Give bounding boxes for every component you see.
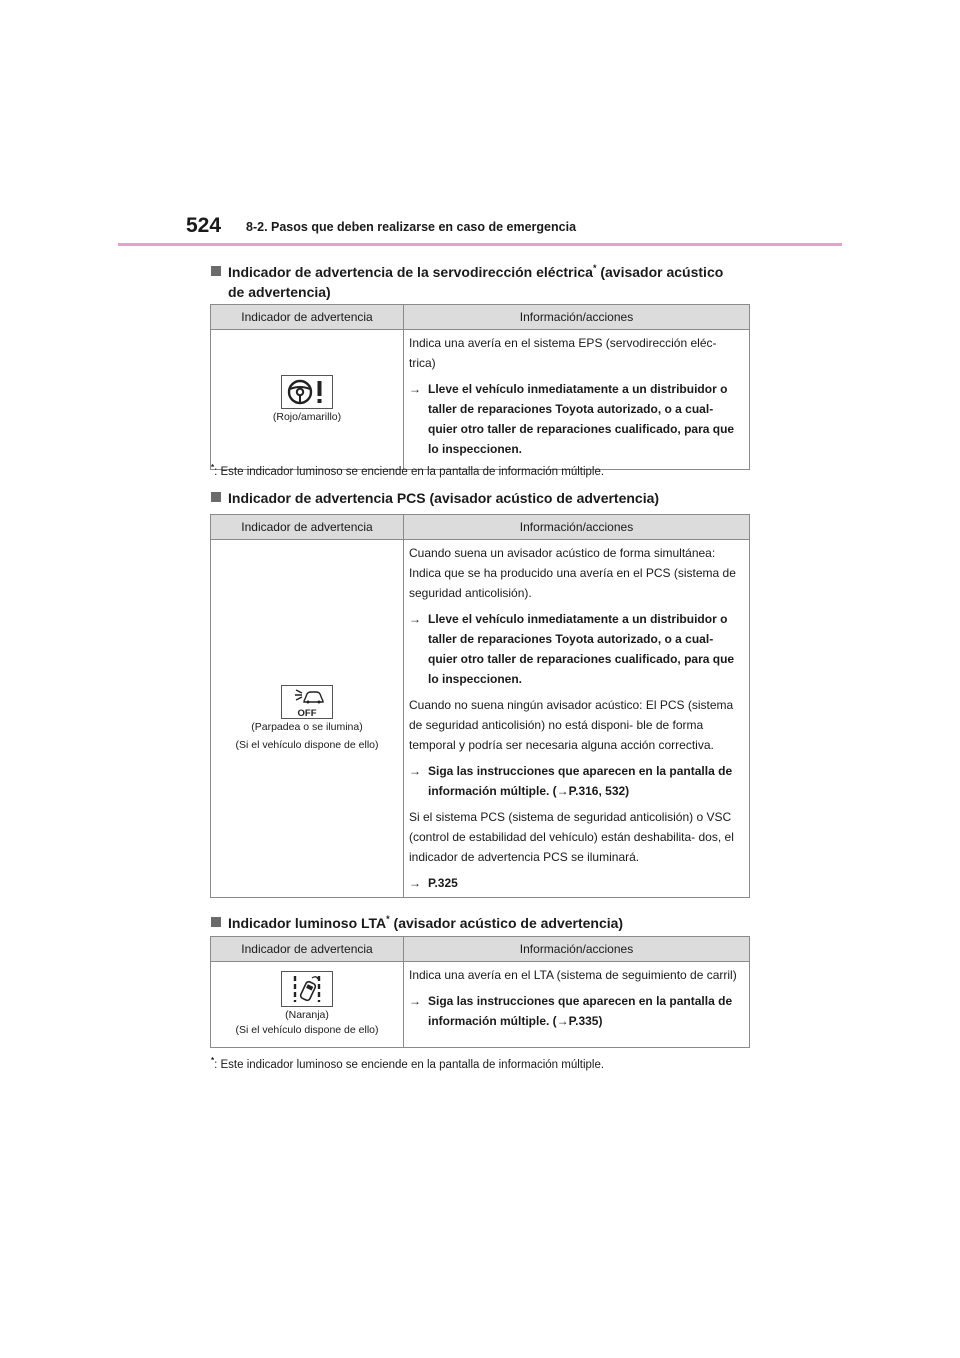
column-header: Indicador de advertencia xyxy=(211,937,404,962)
column-header: Información/acciones xyxy=(404,937,750,962)
icon-cell: (Rojo/amarillo) xyxy=(211,330,404,470)
warning-table-eps xyxy=(210,304,750,470)
bullet-square xyxy=(211,266,221,276)
icon-cell: (Naranja) (Si el vehículo dispone de ello) xyxy=(211,962,404,1048)
section-heading-lta: Indicador luminoso LTA* (avisador acústico de advertencia) xyxy=(211,909,623,933)
footnote: *: Este indicador luminoso se enciende en la pantalla de información múltiple. xyxy=(211,463,605,478)
action-text: → P.325 xyxy=(409,876,458,890)
bullet-square xyxy=(211,492,221,502)
action-text: → Lleve el vehículo inmediatamente a un distribuidor o taller de reparaciones Toyota autorizado, o a cual- quier otro taller de reparaciones cualificado, para que lo inspeccionen. xyxy=(409,382,735,456)
chapter-title: 8-2. Pasos que deben realizarse en caso de emergencia xyxy=(246,220,577,234)
page-reference-link[interactable]: P.316, 532) xyxy=(568,784,630,798)
pcs-off-icon xyxy=(281,685,333,719)
info-cell: Indica una avería en el sistema EPS (servodirección eléc- trica) → Lleve el vehículo inmediatamente a un distribuidor o taller de reparaciones Toyota autorizado, o a cual- quier otro taller de reparaciones cualificado, para que lo inspeccionen. xyxy=(404,330,750,470)
icon-cell: OFF (Parpadea o se ilumina) (Si el vehículo dispone de ello) xyxy=(211,540,404,898)
action-text: → Lleve el vehículo inmediatamente a un distribuidor o taller de reparaciones Toyota autorizado, o a cual- quier otro taller de reparaciones cualificado, para que lo inspeccionen. xyxy=(409,612,735,686)
page-reference-link[interactable]: P.335) xyxy=(568,1014,603,1028)
page-reference-link[interactable]: P.325 xyxy=(428,876,458,890)
lta-lane-icon xyxy=(281,971,333,1007)
action-text: → Siga las instrucciones que aparecen en la pantalla de información múltiple. (→P.316, 532) xyxy=(409,764,733,798)
info-cell: Indica una avería en el LTA (sistema de seguimiento de carril) → Siga las instrucciones que aparecen en la pantalla de información múltiple. (→P.335) xyxy=(404,962,750,1048)
column-header: Indicador de advertencia xyxy=(211,305,404,330)
column-header: Indicador de advertencia xyxy=(211,515,404,540)
info-cell: Cuando suena un avisador acústico de forma simultánea: Indica que se ha producido una avería en el PCS (sistema de seguridad anticolisión). → Lleve el vehículo inmediatamente a un distribuidor o taller de reparaciones Toyota autorizado, o a cual- quier otro taller de reparaciones cualificado, para que lo inspeccionen. Cuando no suena ningún avisador acústico: El PCS (sistema de seguridad anticolisión) no está disponi- ble de forma temporal y podría ser necesaria alguna acción correctiva. → Siga las instrucciones que aparecen en la pantalla de información múltiple. (→P.316, 532) Si el sistema PCS (sistema de seguridad anticolisión) o VSC (control de estabilidad del vehículo) están deshabilita- dos, el indicador de advertencia PCS se iluminará. → P.325 xyxy=(404,540,750,898)
footnote: *: Este indicador luminoso se enciende en la pantalla de información múltiple. xyxy=(211,1056,605,1071)
warning-table-lta xyxy=(210,936,750,1048)
bullet-square xyxy=(211,917,221,927)
action-text: → Siga las instrucciones que aparecen en la pantalla de información múltiple. (→P.335) xyxy=(409,994,733,1028)
section-heading-eps: Indicador de advertencia de la servodirección eléctrica* (avisador acústico de advertencia) xyxy=(211,258,723,302)
page-number: 524 xyxy=(186,214,222,237)
warning-table-pcs xyxy=(210,514,750,898)
column-header: Información/acciones xyxy=(404,305,750,330)
column-header: Información/acciones xyxy=(404,515,750,540)
header-rule xyxy=(118,243,842,246)
section-heading-pcs: Indicador de advertencia PCS (avisador acústico de advertencia) xyxy=(211,488,659,508)
power-steering-warning-icon xyxy=(281,375,333,409)
svg-text:OFF: OFF xyxy=(297,707,317,718)
